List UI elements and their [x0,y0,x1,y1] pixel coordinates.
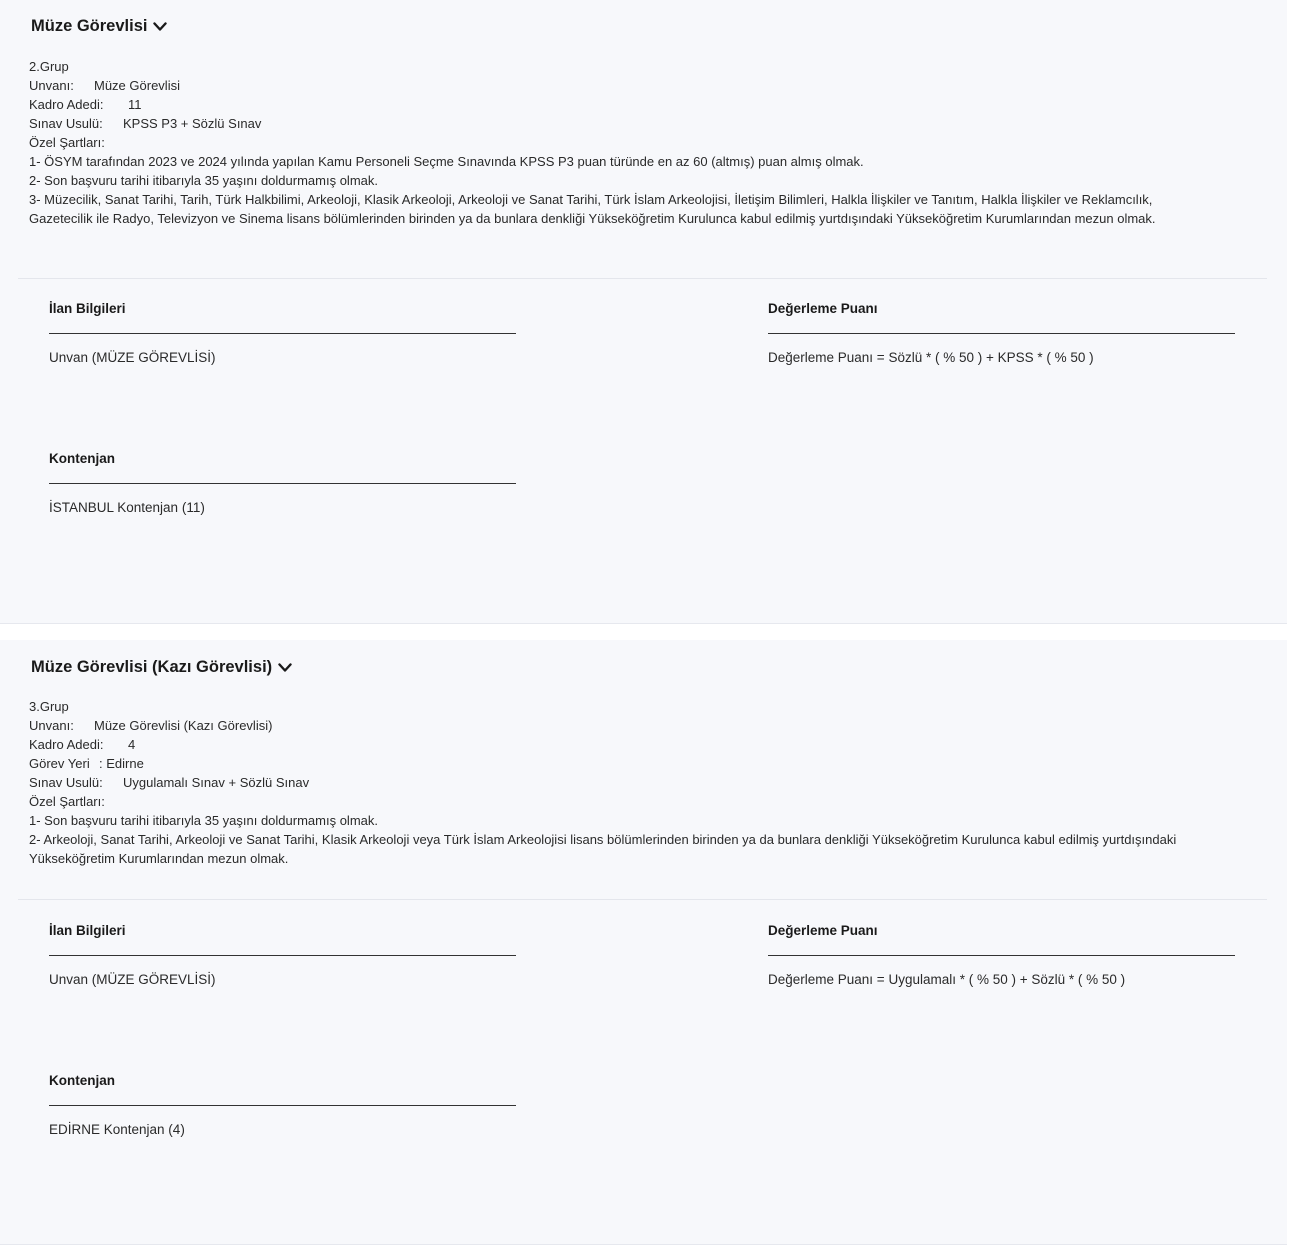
section-rule [768,333,1235,334]
chevron-down-icon[interactable] [278,663,292,673]
sinav-label: Sınav Usulü: [29,116,103,131]
unvan-row [29,716,1219,735]
condition-item: 1- Son başvuru tarihi itibarıyla 35 yaşını doldurmamış olmak. [29,813,378,828]
kadro-label: Kadro Adedi: [29,97,104,112]
ozel-label: Özel Şartları: [29,135,105,150]
group-label: 2.Grup [29,59,69,74]
ilan-bilgileri-section [49,301,516,365]
kontenjan-value: EDİRNE Kontenjan (4) [49,1122,185,1137]
ilan-value: Unvan (MÜZE GÖREVLİSİ) [49,350,216,365]
divider [18,899,1267,900]
section-rule [49,1105,516,1106]
condition-item: 2- Son başvuru tarihi itibarıyla 35 yaşını doldurmamış olmak. [29,173,378,188]
sinav-value: KPSS P3 + Sözlü Sınav [123,116,262,131]
kadro-row [29,735,1219,754]
kontenjan-section [49,451,516,515]
unvan-value: Müze Görevlisi [94,78,180,93]
unvan-row [29,76,1219,95]
section-rule [49,483,516,484]
card-title: Müze Görevlisi (Kazı Görevlisi) [31,658,273,676]
sinav-row [29,114,1219,133]
chevron-down-icon[interactable] [153,22,167,32]
kadro-row [29,95,1219,114]
job-description [29,697,1219,868]
sinav-row [29,773,1219,792]
section-title: Kontenjan [49,451,115,466]
section-title: İlan Bilgileri [49,301,126,316]
sinav-label: Sınav Usulü: [29,775,103,790]
group-label: 3.Grup [29,699,69,714]
divider [18,278,1267,279]
section-title: Değerleme Puanı [768,301,878,316]
gorev-row [29,754,1219,773]
condition-item: 3- Müzecilik, Sanat Tarihi, Tarih, Türk Halkbilimi, Arkeoloji, Klasik Arkeoloji, Arkeoloji ve Sanat Tarihi, Türk İslam Arkeolojisi, İletişim Bilimleri, Halkla İlişkiler ve Tanıtım, Halkla İlişkiler ve Reklamcılık, Gazetecilik ile Radyo, Televizyon ve Sinema lisans bölümlerinden birinden ya da bunlara denkliği Yükseköğretim Kurulunca kabul edilmiş yurtdışındaki Yükseköğretim Kurumlarından mezun olmak. [29,192,1157,226]
degerleme-puani-section [768,923,1235,987]
puan-value: Değerleme Puanı = Sözlü * ( % 50 ) + KPSS * ( % 50 ) [768,350,1094,365]
kadro-label: Kadro Adedi: [29,737,104,752]
kadro-value: 11 [128,97,142,112]
section-rule [49,955,516,956]
ilan-bilgileri-section [49,923,516,987]
card-title-toggle[interactable] [31,17,167,36]
kontenjan-value: İSTANBUL Kontenjan (11) [49,500,205,515]
section-rule [49,333,516,334]
section-title: Kontenjan [49,1073,115,1088]
kadro-value: 4 [128,737,136,752]
condition-item: 1- ÖSYM tarafından 2023 ve 2024 yılında yapılan Kamu Personeli Seçme Sınavında KPSS P3 puan türünde en az 60 (altmış) puan almış olmak. [29,154,864,169]
sinav-value: Uygulamalı Sınav + Sözlü Sınav [123,775,310,790]
unvan-label: Unvanı: [29,718,74,733]
card-title: Müze Görevlisi [31,17,148,35]
degerleme-puani-section [768,301,1235,365]
job-card-muze-gorevlisi [0,0,1287,624]
kontenjan-section [49,1073,516,1137]
card-title-toggle[interactable] [31,658,292,677]
gorev-value: : Edirne [99,756,144,771]
section-title: İlan Bilgileri [49,923,126,938]
ilan-value: Unvan (MÜZE GÖREVLİSİ) [49,972,216,987]
unvan-label: Unvanı: [29,78,74,93]
ozel-label: Özel Şartları: [29,794,105,809]
gorev-label: Görev Yeri [29,756,90,771]
section-title: Değerleme Puanı [768,923,878,938]
section-rule [768,955,1235,956]
unvan-value: Müze Görevlisi (Kazı Görevlisi) [94,718,273,733]
puan-value: Değerleme Puanı = Uygulamalı * ( % 50 ) + Sözlü * ( % 50 ) [768,972,1126,987]
job-card-kazi-gorevlisi [0,640,1287,1245]
job-description [29,57,1219,228]
condition-item: 2- Arkeoloji, Sanat Tarihi, Arkeoloji ve Sanat Tarihi, Klasik Arkeoloji veya Türk İslam Arkeolojisi lisans bölümlerinden birinden ya da bunlara denkliği Yükseköğretim Kurulunca kabul edilmiş yurtdışındaki Yükseköğretim Kurumlarından mezun olmak. [29,832,1180,866]
